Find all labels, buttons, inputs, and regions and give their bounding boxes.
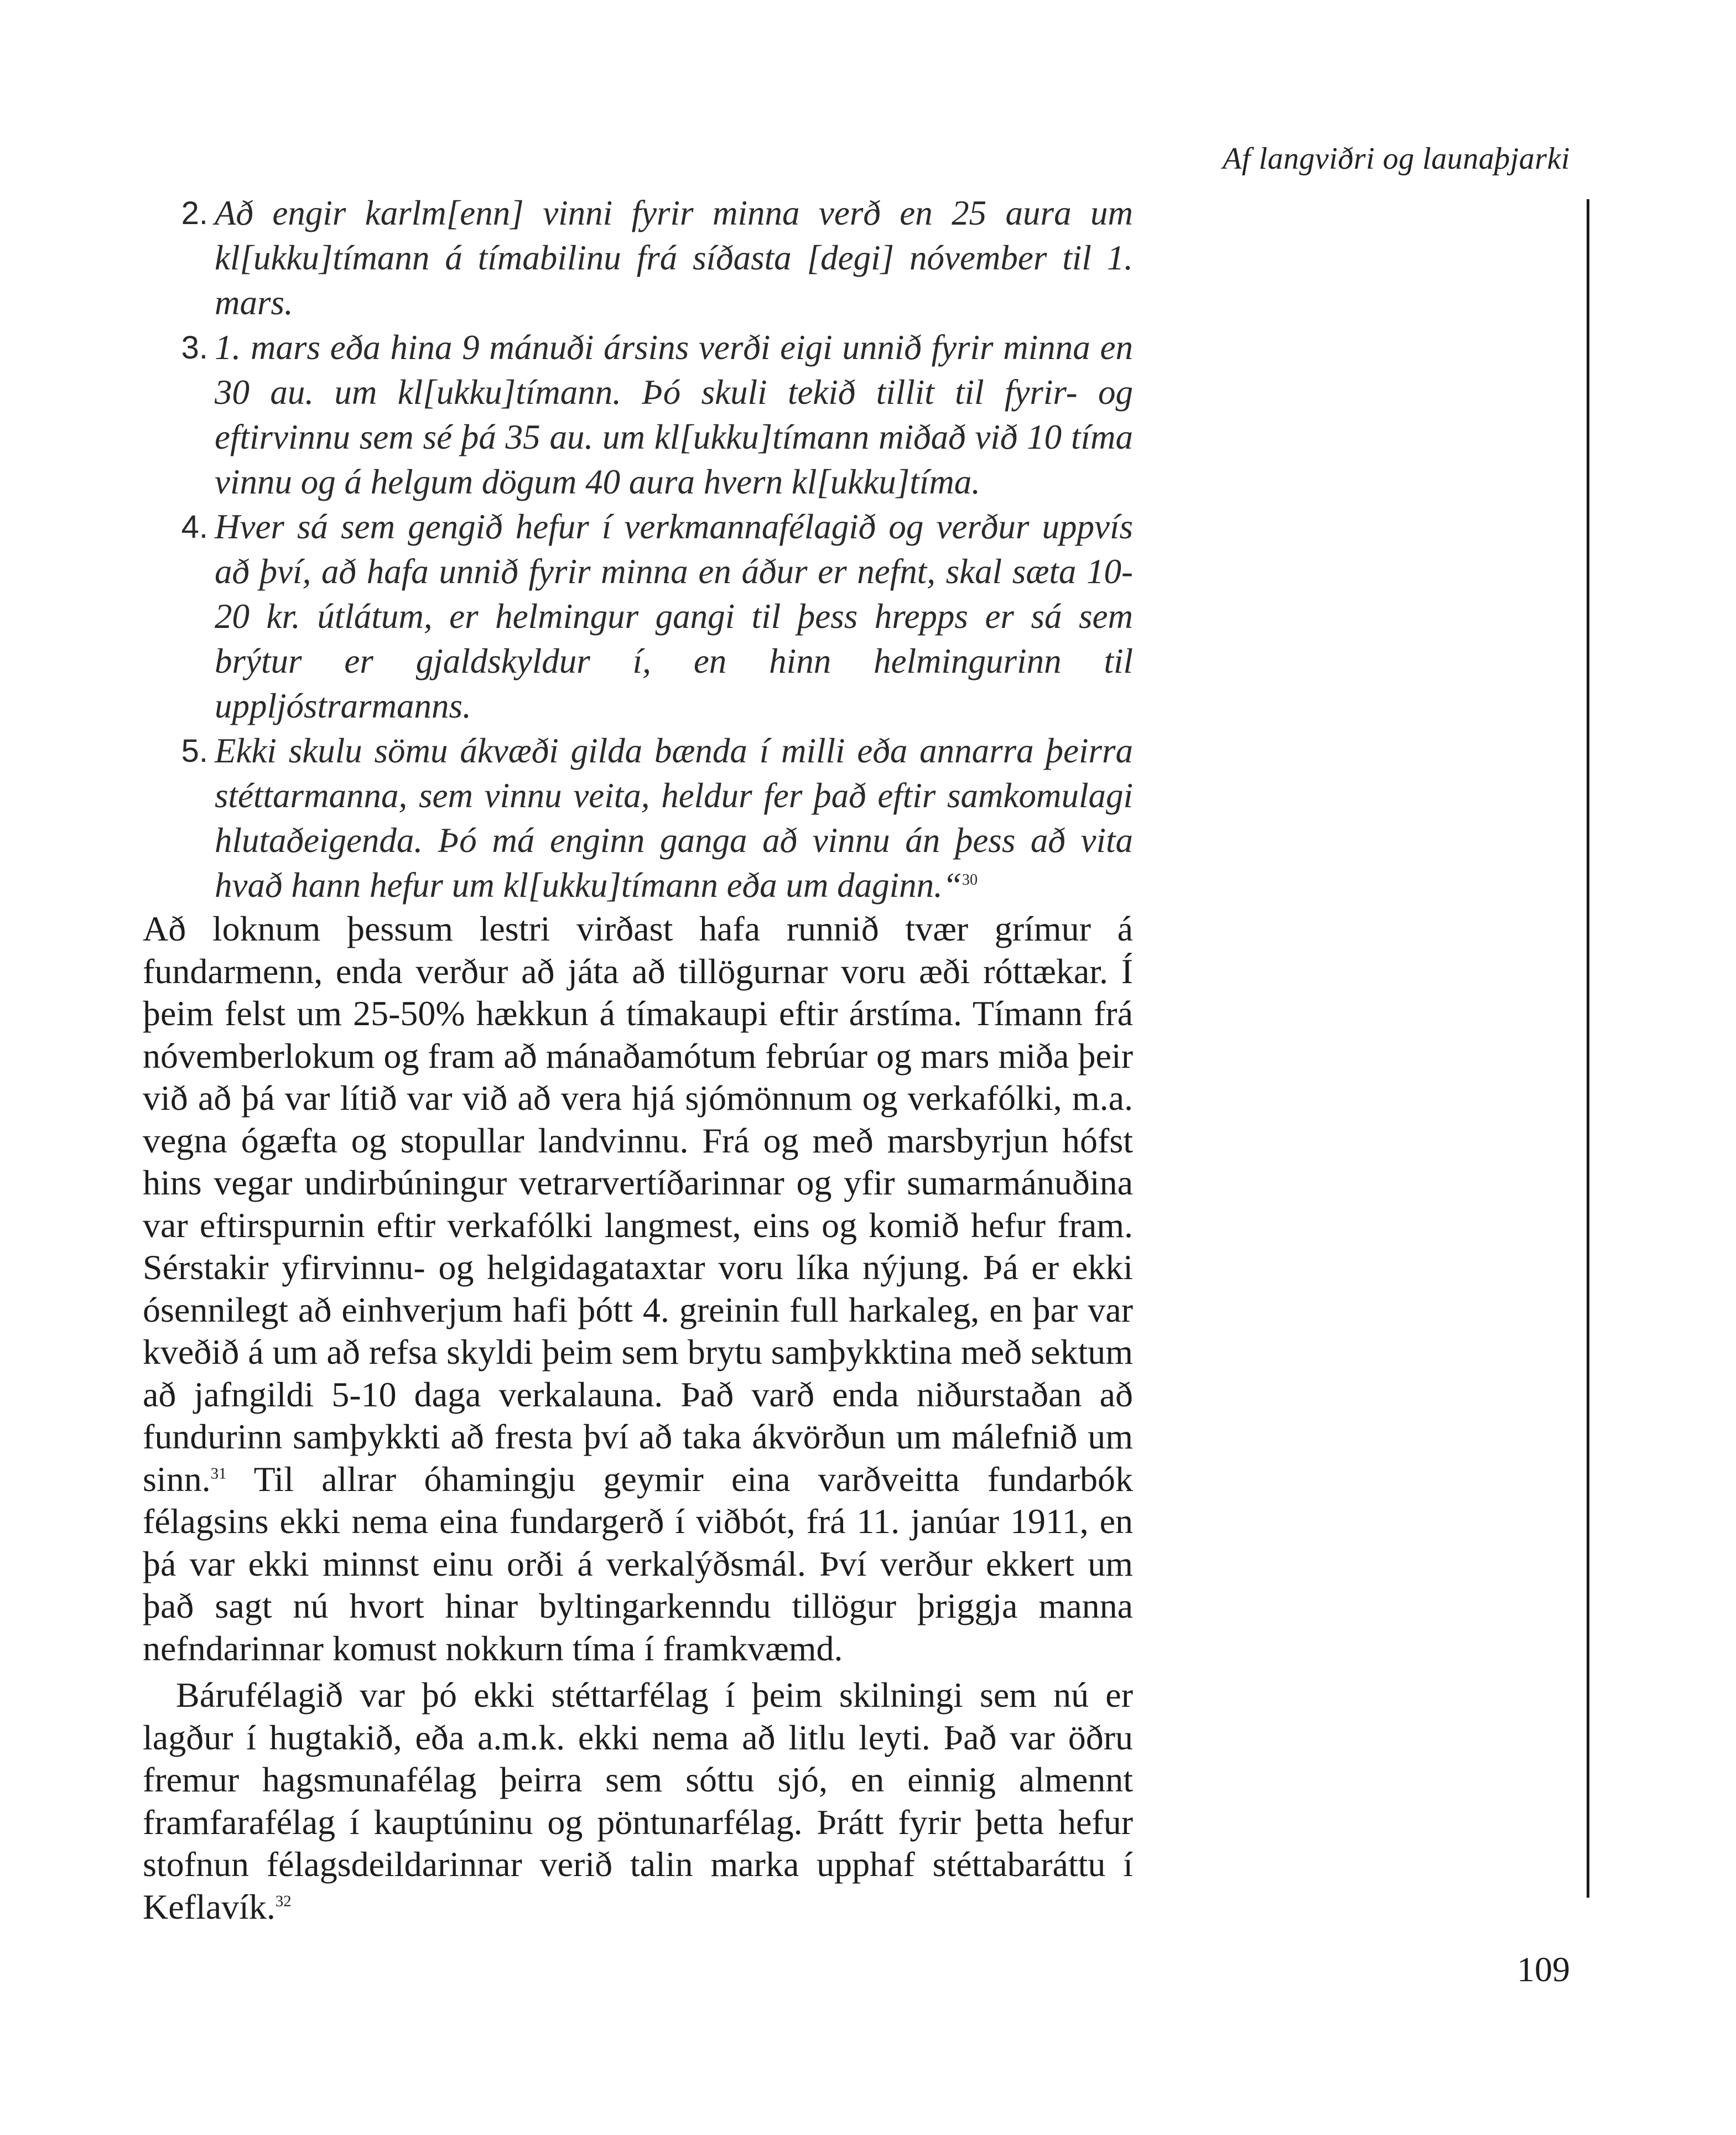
- paragraph-text: Bárufélagið var þó ekki stéttarfélag í þeim skilningi sem nú er lagður í hugtakið, eða a.m.k. ekki nema að litlu leyti. Það var öðru fremur hagsmunafélag þeirra sem sóttu sjó, en einnig almennt framfarafélag í kauptúninu og pöntunarfélag. Þrátt fyrir þetta hefur stofnun félagsdeildarinnar verið talin marka upphaf stéttabaráttu í Keflavík.: [143, 1675, 1133, 1926]
- list-item-number: 4.: [181, 509, 208, 545]
- list-item-text: Að engir karlm[enn] vinni fyrir minna verð en 25 aura um kl[ukku]tímann á tímabilinu frá síðasta [degi] nóvember til 1. mars.: [215, 194, 1133, 322]
- footnote-ref: 30: [961, 871, 978, 889]
- body-paragraph: [143, 1674, 1133, 1928]
- footnote-ref: 31: [210, 1464, 227, 1483]
- list-item: [143, 505, 1133, 729]
- running-head: Af langviðri og launaþjarki: [1223, 142, 1570, 176]
- paragraph-text: Að loknum þessum lestri virðast hafa runnið tvær grímur á fundarmenn, enda verður að játa að tillögurnar voru æði róttækar. Í þeim felst um 25-50% hækkun á tímakaupi eftir árstíma. Tímann frá nóvemberlokum og fram að mánaðamótum febrúar og mars miða þeir við að þá var lítið var við að vera hjá sjómönnum og verkafólki, m.a. vegna ógæfta og stopullar landvinnu. Frá og með marsbyrjun hófst hins vegar undirbúningur vetrarvertíðarinnar og yfir sumarmánuðina var eftirspurnin eftir verkafólki langmest, eins og komið hefur fram. Sérstakir yfirvinnu- og helgidagataxtar voru líka nýjung. Þá er ekki ósennilegt að einhverjum hafi þótt 4. greinin full harkaleg, en þar var kveðið á um að refsa skyldi þeim sem brytu samþykktina með sektum að jafngildi 5-10 daga verkalauna. Það varð enda niðurstaðan að fundurinn samþykkti að fresta því að taka ákvörðun um málefnið um sinn.: [143, 909, 1133, 1499]
- list-item-text: 1. mars eða hina 9 mánuði ársins verði eigi unnið fyrir minna en 30 au. um kl[ukku]tímann. Þó skuli tekið tillit til fyrir- og eftirvinnu sem sé þá 35 au. um kl[ukku]tímann miðað við 10 tíma vinnu og á helgum dögum 40 aura hvern kl[ukku]tíma.: [215, 328, 1133, 501]
- list-item-text: Hver sá sem gengið hefur í verkmannafélagið og verður uppvís að því, að hafa unnið fyrir minna en áður er nefnt, skal sæta 10-20 kr. útlátum, er helmingur gangi til þess hrepps er sá sem brýtur er gjaldskyldur í, en hinn helmingurinn til uppljóstrarmanns.: [215, 507, 1133, 725]
- list-item: [143, 325, 1133, 505]
- body-paragraph: [143, 908, 1133, 1670]
- list-item-number: 3.: [181, 330, 208, 366]
- margin-rule: [1587, 199, 1589, 1898]
- list-item-text: Ekki skulu sömu ákvæði gilda bænda í milli eða annarra þeirra stéttarmanna, sem vinnu veita, heldur fer það eftir samkomulagi hlutaðeigenda. Þó má enginn ganga að vinnu án þess að vita hvað hann hefur um kl[ukku]tímann eða um daginn.“: [215, 731, 1133, 905]
- list-item: [143, 191, 1133, 325]
- page-number: 109: [1517, 1950, 1570, 1989]
- list-item-number: 5.: [181, 733, 208, 769]
- list-item: [143, 729, 1133, 908]
- quoted-resolution-list: [143, 191, 1133, 908]
- footnote-ref: 32: [275, 1892, 292, 1910]
- paragraph-text: Til allrar óhamingju geymir eina varðveitta fundarbók félagsins ekki nema eina fundargerð í viðbót, frá 11. janúar 1911, en þá var ekki minnst einu orði á verkalýðsmál. Því verður ekkert um það sagt nú hvort hinar byltingarkenndu tillögur þriggja manna nefndarinnar komust nokkurn tíma í framkvæmd.: [143, 1459, 1133, 1668]
- list-item-number: 2.: [181, 195, 208, 231]
- page-text: [143, 191, 1133, 1928]
